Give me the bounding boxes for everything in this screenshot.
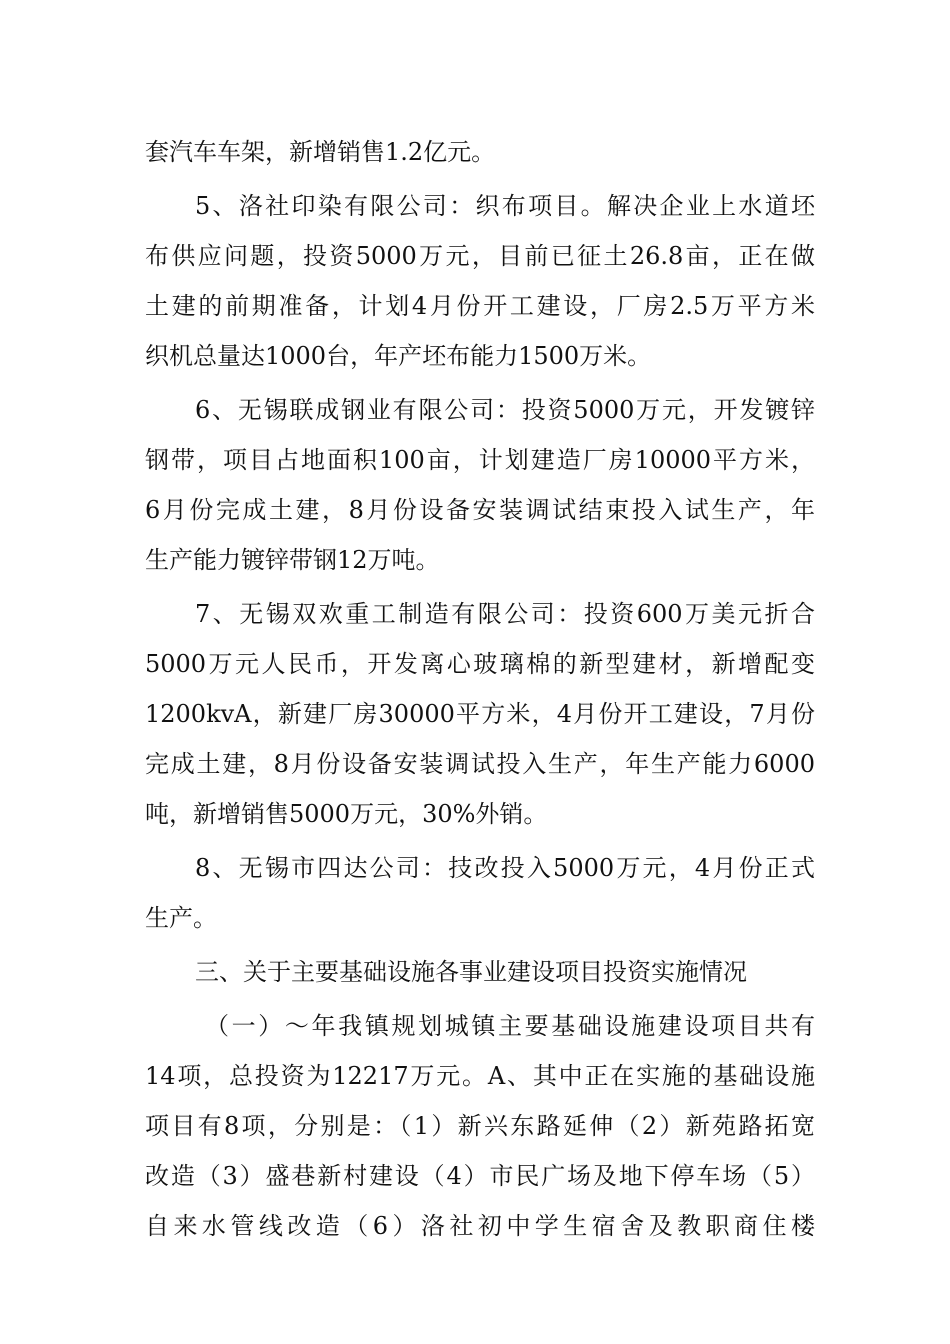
paragraph-line: 布供应问题，投资5000万元，目前已征土26.8亩，正在做 [145,242,815,270]
paragraph-line: 6、无锡联成钢业有限公司：投资5000万元，开发镀锌 [195,396,815,424]
paragraph-line: 改造（3）盛巷新村建设（4）市民广场及地下停车场（5） [145,1162,815,1190]
section-heading: 三、关于主要基础设施各事业建设项目投资实施情况 [195,958,747,986]
paragraph-line: 5、洛社印染有限公司：织布项目。解决企业上水道坯 [195,192,815,220]
paragraph-line: 完成土建，8月份设备安装调试投入生产，年生产能力6000 [145,750,815,778]
document-body [145,127,815,1251]
paragraph-line: 织机总量达1000台，年产坯布能力1500万米。 [145,342,652,370]
paragraph-line: 生产。 [145,904,217,932]
paragraph-line: 14项，总投资为12217万元。A、其中正在实施的基础设施 [145,1062,815,1090]
paragraph-line: 土建的前期准备，计划4月份开工建设，厂房2.5万平方米 [145,292,815,320]
paragraph-line: 自来水管线改造（6）洛社初中学生宿舍及教职商住楼 [145,1212,815,1240]
paragraph-line: 生产能力镀锌带钢12万吨。 [145,546,440,574]
paragraph-line: 8、无锡市四达公司：技改投入5000万元，4月份正式 [195,854,815,882]
paragraph-line: 套汽车车架，新增销售1.2亿元。 [145,138,496,166]
paragraph-line: 项目有8项，分别是：（1）新兴东路延伸（2）新苑路拓宽 [145,1112,815,1140]
paragraph-line: 6月份完成土建，8月份设备安装调试结束投入试生产，年 [145,496,815,524]
paragraph-line: 吨，新增销售5000万元，30%外销。 [145,800,548,828]
paragraph-line: 钢带，项目占地面积100亩，计划建造厂房10000平方米， [145,446,815,474]
paragraph-line: 5000万元人民币，开发离心玻璃棉的新型建材，新增配变 [145,650,815,678]
paragraph-line: 1200kvA，新建厂房30000平方米，4月份开工建设，7月份 [145,700,815,728]
paragraph-line: 7、无锡双欢重工制造有限公司：投资600万美元折合 [195,600,815,628]
paragraph-line: （一）～年我镇规划城镇主要基础设施建设项目共有 [205,1012,815,1040]
